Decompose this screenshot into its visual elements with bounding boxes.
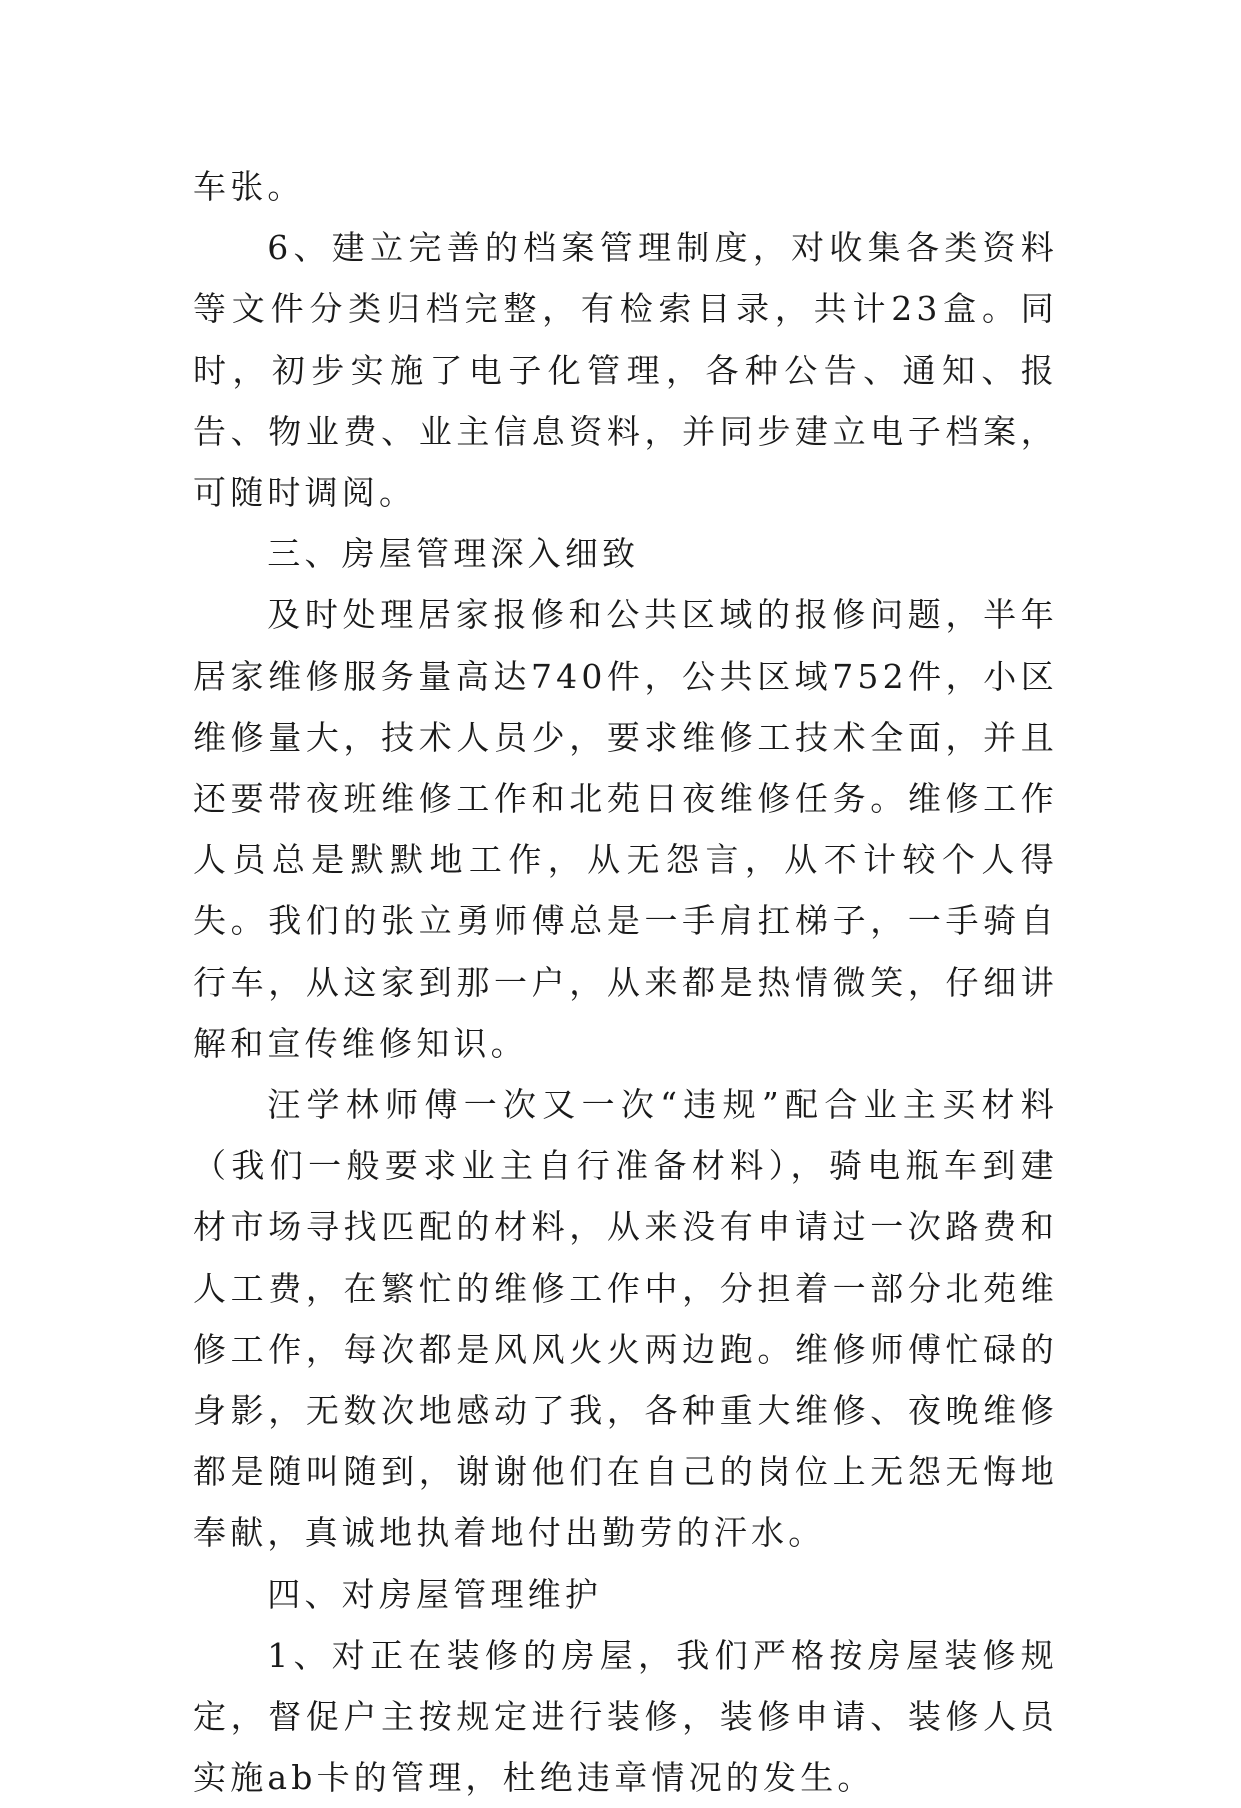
paragraph-renovation-rules: 1、对正在装修的房屋，我们严格按房屋装修规定，督促户主按规定进行装修，装修申请、装修人员实施ab卡的管理，杜绝违章情况的发生。 bbox=[193, 1635, 1058, 1798]
paragraph-archive-management: 6、建立完善的档案管理制度，对收集各类资料等文件分类归档完整，有检索目录，共计23盒。同时，初步实施了电子化管理，各种公告、通知、报告、物业费、业主信息资料，并同步建立电子档案，可随时调阅。 bbox=[193, 228, 1058, 513]
paragraph-continuation: 车张。 bbox=[193, 167, 305, 206]
document-body bbox=[193, 156, 1058, 1808]
section-heading-house-management: 三、房屋管理深入细致 bbox=[267, 534, 640, 574]
section-heading-house-maintenance: 四、对房屋管理维护 bbox=[267, 1574, 603, 1614]
paragraph-repair-service: 及时处理居家报修和公共区域的报修问题，半年居家维修服务量高达740件，公共区域752件，小区维修量大，技术人员少，要求维修工技术全面，并且还要带夜班维修工作和北苑日夜维修任务。维修工作人员总是默默地工作，从无怨言，从不计较个人得失。我们的张立勇师傅总是一手肩扛梯子，一手骑自行车，从这家到那一户，从来都是热情微笑，仔细讲解和宣传维修知识。 bbox=[193, 595, 1058, 1063]
paragraph-repair-staff: 汪学林师傅一次又一次“违规”配合业主买材料（我们一般要求业主自行准备材料），骑电瓶车到建材市场寻找匹配的材料，从来没有申请过一次路费和人工费，在繁忙的维修工作中，分担着一部分北苑维修工作，每次都是风风火火两边跑。维修师傅忙碌的身影，无数次地感动了我，各种重大维修、夜晚维修都是随叫随到，谢谢他们在自己的岗位上无怨无悔地奉献，真诚地执着地付出勤劳的汗水。 bbox=[193, 1085, 1058, 1553]
